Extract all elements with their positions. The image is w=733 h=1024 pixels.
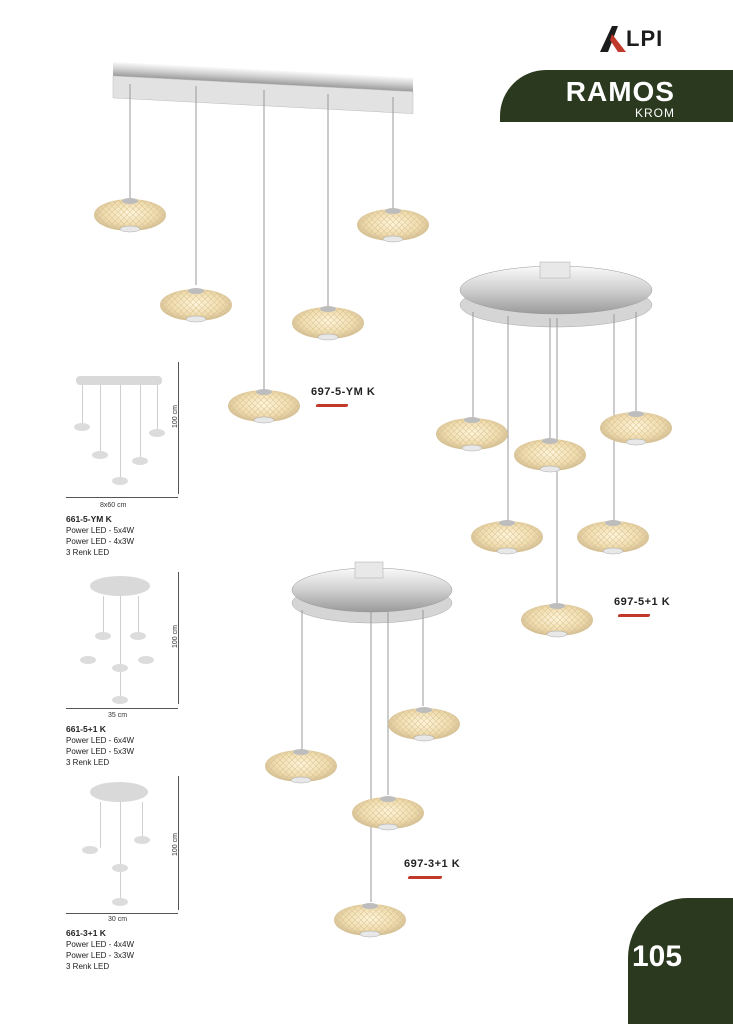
sketch-shade bbox=[95, 632, 111, 640]
spec-line: 3 Renk LED bbox=[66, 962, 110, 971]
spec-line: Power LED - 6x4W bbox=[66, 736, 135, 745]
sketch-cord bbox=[120, 596, 121, 696]
sketch-bar-canopy bbox=[76, 376, 162, 385]
page-number: 105 bbox=[632, 940, 683, 973]
round3-fixture-image bbox=[265, 562, 460, 937]
spec-line: Power LED - 3x3W bbox=[66, 951, 135, 960]
sketch-shade bbox=[149, 429, 165, 437]
sketch-shade bbox=[112, 898, 128, 906]
sketch-shade bbox=[92, 451, 108, 459]
sketch-cord bbox=[142, 802, 143, 838]
sketch-shade bbox=[74, 423, 90, 431]
sketch-cord bbox=[120, 385, 121, 477]
series-name: RAMOS bbox=[565, 76, 675, 107]
spec-line: Power LED - 5x4W bbox=[66, 526, 135, 535]
model-underline-bar bbox=[315, 404, 348, 407]
sketch-cord bbox=[120, 802, 121, 900]
sketch-shade bbox=[132, 457, 148, 465]
model-underline-round5 bbox=[617, 614, 650, 617]
spec-code: 661-5-YM K bbox=[66, 514, 112, 524]
logo-text: LPI bbox=[626, 26, 664, 51]
sketch-shade bbox=[134, 836, 150, 844]
spec-code: 661-3+1 K bbox=[66, 928, 106, 938]
spec-code: 661-5+1 K bbox=[66, 724, 106, 734]
sketch-cord bbox=[138, 596, 139, 632]
sketch-shade bbox=[80, 656, 96, 664]
model-label-bar: 697-5-YM K bbox=[311, 386, 376, 398]
sketch-round-canopy bbox=[90, 576, 150, 596]
sketch-shade bbox=[112, 477, 128, 485]
model-label-round5: 697-5+1 K bbox=[614, 596, 671, 608]
dim-label-height: 100 cm bbox=[172, 405, 179, 428]
sketch-cord bbox=[100, 385, 101, 451]
spec-line: Power LED - 5x3W bbox=[66, 747, 135, 756]
model-label-round3: 697-3+1 K bbox=[404, 858, 461, 870]
dim-label-width: 8x60 cm bbox=[100, 502, 127, 509]
series-finish: KROM bbox=[635, 106, 675, 120]
dim-label-width: 30 cm bbox=[108, 916, 128, 923]
sketch-cord bbox=[103, 596, 104, 632]
dim-line-width bbox=[66, 708, 178, 709]
dim-line-height bbox=[178, 362, 179, 494]
sketch-cord bbox=[140, 385, 141, 457]
sketch-cord bbox=[100, 802, 101, 848]
spec-line: Power LED - 4x4W bbox=[66, 940, 135, 949]
model-underline-round3 bbox=[407, 876, 442, 879]
dim-label-height: 100 cm bbox=[172, 833, 179, 856]
sketch-shade bbox=[138, 656, 154, 664]
dim-line-width bbox=[66, 497, 178, 498]
sketch-shade bbox=[112, 664, 128, 672]
sketch-round-canopy bbox=[90, 782, 148, 802]
spec-line: 3 Renk LED bbox=[66, 758, 110, 767]
bar-fixture-image bbox=[94, 62, 429, 423]
round5-fixture-image bbox=[436, 262, 672, 637]
dim-line-width bbox=[66, 913, 178, 914]
sketch-shade bbox=[130, 632, 146, 640]
spec-line: Power LED - 4x3W bbox=[66, 537, 135, 546]
spec-text-round5 bbox=[66, 724, 134, 768]
sketch-shade bbox=[82, 846, 98, 854]
spec-text-bar bbox=[66, 514, 134, 558]
sketch-shade bbox=[112, 696, 128, 704]
spec-text-round3 bbox=[66, 928, 134, 972]
sketch-shade bbox=[112, 864, 128, 872]
sketch-cord bbox=[157, 385, 158, 429]
dim-label-width: 35 cm bbox=[108, 712, 128, 719]
dim-label-height: 100 cm bbox=[172, 625, 179, 648]
spec-line: 3 Renk LED bbox=[66, 548, 110, 557]
sketch-cord bbox=[82, 385, 83, 423]
